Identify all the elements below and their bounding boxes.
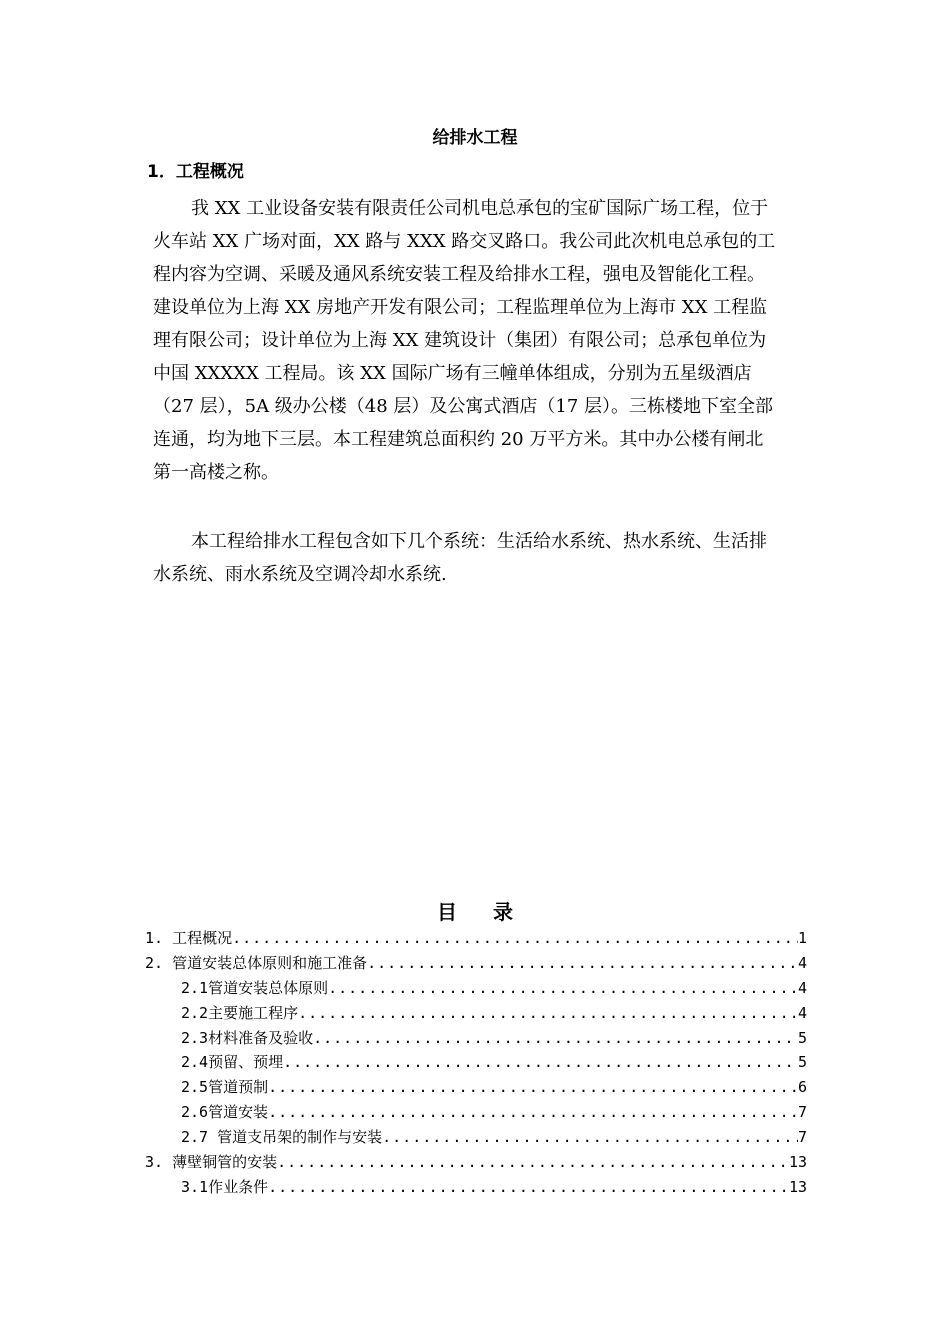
toc-entry[interactable] [145, 1125, 807, 1150]
toc-entry-page: 4 [797, 1003, 807, 1022]
toc-entry-page: 5 [797, 1053, 807, 1072]
toc-entry-label: 2.4预留、预埋 [181, 1053, 284, 1072]
paragraph-project-overview [153, 192, 813, 489]
toc-leader-dots [298, 1001, 798, 1026]
paragraph-line: 本工程给排水工程包含如下几个系统：生活给水系统、热水系统、生活排 [191, 531, 767, 552]
toc-leader-dots [283, 1050, 798, 1075]
toc-leader-dots [367, 951, 798, 976]
section-heading-overview: 1．工程概况 [147, 162, 244, 182]
toc-title: 目录 [437, 900, 549, 924]
toc-leader-dots [277, 1150, 789, 1175]
toc-entry-page: 13 [788, 1177, 807, 1196]
toc-entry[interactable] [145, 1075, 807, 1100]
document-title: 给排水工程 [432, 128, 518, 148]
toc-entry[interactable] [145, 1026, 807, 1051]
paragraph-line: 理有限公司；设计单位为上海 XX 建筑设计（集团）有限公司；总承包单位为 [153, 330, 767, 351]
toc-entry-label: 2.6管道安装 [181, 1103, 269, 1122]
toc-leader-dots [328, 976, 798, 1001]
paragraph-line: 连通，均为地下三层。本工程建筑总面积约 20 万平方米。其中办公楼有闸北 [153, 429, 764, 450]
toc-entry-label: 2.7 管道支吊架的制作与安装 [181, 1128, 383, 1147]
toc-entry-label: 1. 工程概况 [145, 929, 233, 947]
toc-entry-page: 1 [797, 929, 807, 947]
paragraph-systems [153, 525, 813, 591]
toc-entry-label: 2.1管道安装总体原则 [181, 978, 329, 997]
toc-entry-label: 2.3材料准备及验收 [181, 1028, 314, 1047]
toc-entry[interactable] [145, 926, 807, 951]
toc-leader-dots [268, 1175, 789, 1200]
toc-entry-label: 3.1作业条件 [181, 1177, 269, 1196]
paragraph-line: （27 层），5A 级办公楼（48 层）及公寓式酒店（17 层）。三栋楼地下室全部 [153, 396, 774, 417]
toc-leader-dots [313, 1026, 798, 1051]
paragraph-line: 建设单位为上海 XX 房地产开发有限公司；工程监理单位为上海市 XX 工程监 [153, 297, 768, 318]
paragraph-line: 中国 XXXXX 工程局。该 XX 国际广场有三幢单体组成，分别为五星级酒店 [153, 363, 752, 384]
toc-entry-label: 2.2主要施工程序 [181, 1003, 299, 1022]
toc-entry[interactable] [145, 1150, 807, 1175]
toc-entry-page: 7 [797, 1128, 807, 1147]
toc-entry[interactable] [145, 1001, 807, 1026]
toc-entry-page: 5 [797, 1028, 807, 1047]
toc-leader-dots [382, 1125, 798, 1150]
toc-leader-dots [268, 1100, 798, 1125]
paragraph-line: 程内容为空调、采暖及通风系统安装工程及给排水工程，强电及智能化工程。 [153, 264, 765, 285]
toc-entry-page: 6 [797, 1078, 807, 1097]
paragraph-line: 第一高楼之称。 [153, 462, 279, 483]
toc-entry-page: 13 [788, 1153, 807, 1172]
toc-entry[interactable] [145, 1050, 807, 1075]
toc-entry-page: 4 [797, 953, 807, 972]
toc-entry[interactable] [145, 1100, 807, 1125]
toc-leader-dots [232, 926, 798, 951]
paragraph-line: 我 XX 工业设备安装有限责任公司机电总承包的宝矿国际广场工程，位于 [191, 198, 769, 219]
toc-entry-label: 2. 管道安装总体原则和施工准备 [145, 953, 368, 972]
toc-entry-label: 3. 薄壁铜管的安装 [145, 1153, 278, 1172]
paragraph-line: 水系统、雨水系统及空调冷却水系统. [153, 564, 447, 585]
toc-entry-page: 4 [797, 978, 807, 997]
toc-entry-page: 7 [797, 1103, 807, 1122]
toc-entry[interactable] [145, 976, 807, 1001]
toc-entry-label: 2.5管道预制 [181, 1078, 269, 1097]
toc-entry[interactable] [145, 951, 807, 976]
toc-leader-dots [268, 1075, 798, 1100]
toc-entry[interactable] [145, 1175, 807, 1200]
paragraph-line: 火车站 XX 广场对面，XX 路与 XXX 路交叉路口。我公司此次机电总承包的工 [153, 231, 776, 252]
table-of-contents [145, 926, 807, 1200]
